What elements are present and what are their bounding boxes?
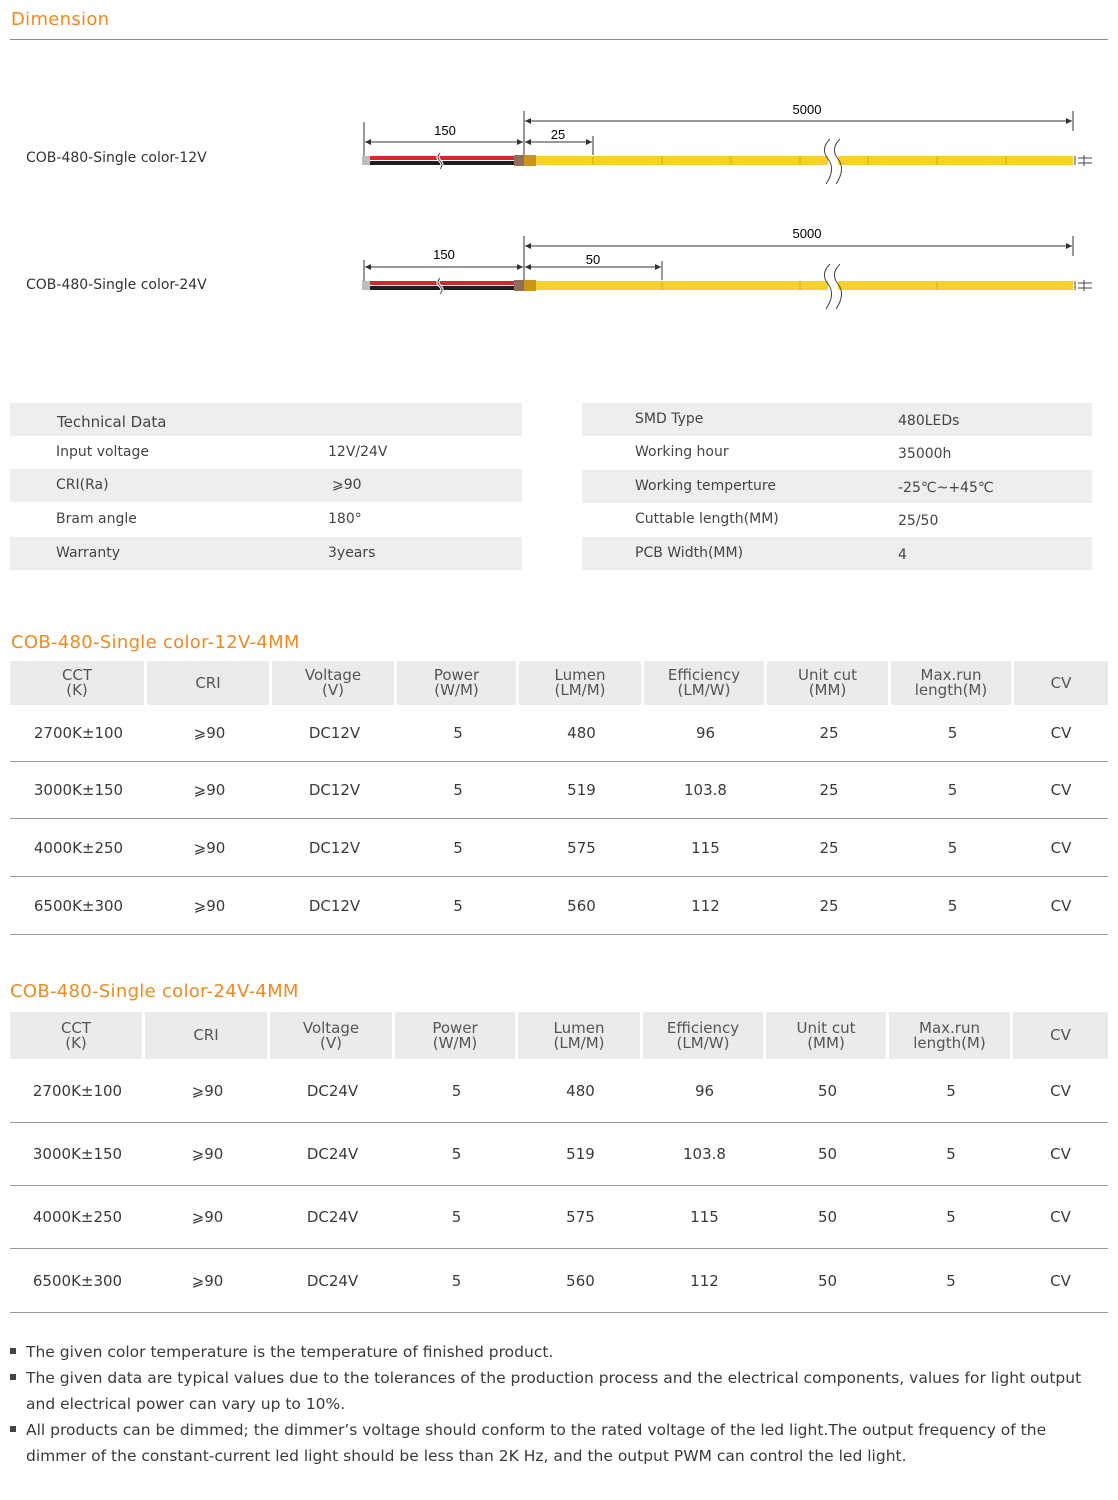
tech-label: CRI(Ra) — [56, 477, 109, 493]
total-length-label: 5000 — [792, 102, 822, 117]
technical-data-left — [10, 403, 522, 571]
cell-unit-cut: 50 — [766, 1249, 889, 1313]
cell-cct: 6500K±300 — [10, 877, 147, 935]
cell-power: 5 — [395, 1123, 518, 1186]
col-header: CCT (K) — [10, 1012, 145, 1059]
cell-cct: 3000K±150 — [10, 762, 147, 819]
table-header-row — [10, 661, 1108, 705]
cell-cv: CV — [1013, 1123, 1108, 1186]
tech-label: Warranty — [56, 545, 121, 561]
tech-row — [582, 436, 1092, 469]
tech-value: 12V/24V — [328, 444, 388, 460]
lead-length-label: 150 — [434, 123, 456, 138]
table-header-row — [10, 1012, 1108, 1059]
cell-power: 5 — [397, 819, 519, 877]
cell-voltage: DC24V — [270, 1059, 395, 1123]
note-item — [10, 1365, 1090, 1417]
square-bullet-icon — [10, 1374, 16, 1380]
col-header: Efficiency (LM/W) — [643, 1012, 766, 1059]
cell-power: 5 — [397, 762, 519, 819]
unit-cut-label: 50 — [585, 252, 601, 267]
cell-voltage: DC12V — [272, 762, 397, 819]
note-text: The given data are typical values due to the tolerances of the production process and the electrical components, values for light output and electrical power can vary up to 10%. — [26, 1369, 1082, 1413]
cell-cv: CV — [1014, 705, 1108, 762]
tech-row — [10, 537, 522, 570]
table-12v-title: COB-480-Single color-12V-4MM — [11, 632, 300, 653]
cell-cct: 3000K±150 — [10, 1123, 145, 1186]
strip-diagram-12v — [360, 95, 1100, 190]
cell-lumen: 575 — [518, 1186, 643, 1249]
cell-power: 5 — [397, 877, 519, 935]
cell-voltage: DC12V — [272, 877, 397, 935]
tech-value: 35000h — [898, 446, 952, 462]
col-header: Lumen (LM/M) — [519, 661, 644, 705]
tech-label: SMD Type — [635, 411, 704, 427]
table-row — [10, 1249, 1108, 1313]
cell-max-run: 5 — [889, 1123, 1013, 1186]
tech-value: 25/50 — [898, 513, 939, 529]
cell-cv: CV — [1013, 1186, 1108, 1249]
cell-voltage: DC24V — [270, 1123, 395, 1186]
cell-lumen: 575 — [519, 819, 644, 877]
col-header: Max.run length(M) — [889, 1012, 1013, 1059]
col-header: CRI — [145, 1012, 270, 1059]
cell-cct: 2700K±100 — [10, 705, 147, 762]
dimension-title: Dimension — [11, 9, 110, 30]
cell-max-run: 5 — [889, 1249, 1013, 1313]
col-header: CV — [1014, 661, 1108, 705]
cell-unit-cut: 25 — [767, 877, 891, 935]
strip-diagram-24v — [360, 220, 1100, 315]
cell-power: 5 — [397, 705, 519, 762]
cell-cct: 6500K±300 — [10, 1249, 145, 1313]
square-bullet-icon — [10, 1426, 16, 1432]
cell-efficiency: 96 — [643, 1059, 766, 1123]
cell-max-run: 5 — [889, 1059, 1013, 1123]
col-header: Lumen (LM/M) — [518, 1012, 643, 1059]
red-wire — [366, 281, 524, 285]
red-wire — [366, 156, 524, 160]
cell-unit-cut: 50 — [766, 1186, 889, 1249]
tech-value: 180° — [328, 511, 362, 527]
dimension-divider — [10, 39, 1108, 40]
tech-label: Cuttable length(MM) — [635, 511, 779, 527]
tech-row — [10, 469, 522, 502]
strip-label-24v: COB-480-Single color-24V — [26, 277, 207, 293]
tech-row — [10, 503, 522, 536]
tech-label: Input voltage — [56, 444, 150, 460]
tech-label: PCB Width(MM) — [635, 545, 744, 561]
total-length-label: 5000 — [792, 226, 822, 241]
cell-lumen: 480 — [519, 705, 644, 762]
cell-efficiency: 112 — [643, 1249, 766, 1313]
tech-label: Working hour — [635, 444, 729, 460]
cell-unit-cut: 25 — [767, 705, 891, 762]
cell-power: 5 — [395, 1186, 518, 1249]
note-text: The given color temperature is the temperature of finished product. — [26, 1343, 554, 1361]
cell-unit-cut: 50 — [766, 1059, 889, 1123]
table-row — [10, 1186, 1108, 1249]
col-header: Max.run length(M) — [891, 661, 1014, 705]
black-wire — [366, 286, 524, 290]
cell-unit-cut: 25 — [767, 762, 891, 819]
led-strip — [536, 156, 1073, 165]
cell-max-run: 5 — [891, 705, 1014, 762]
technical-data-right — [582, 403, 1092, 571]
lead-length-label: 150 — [433, 247, 455, 262]
unit-cut-label: 25 — [550, 127, 566, 142]
spec-table-12v — [10, 661, 1108, 935]
tech-value: ⩾90 — [332, 477, 362, 493]
cell-cv: CV — [1014, 877, 1108, 935]
cell-max-run: 5 — [889, 1186, 1013, 1249]
strip-label-12v: COB-480-Single color-12V — [26, 150, 207, 166]
cell-max-run: 5 — [891, 877, 1014, 935]
cell-cri: ⩾90 — [147, 877, 272, 935]
cell-efficiency: 115 — [643, 1186, 766, 1249]
technical-data-header-row — [10, 403, 522, 436]
cell-efficiency: 103.8 — [643, 1123, 766, 1186]
col-header: CRI — [147, 661, 272, 705]
table-row — [10, 877, 1108, 935]
col-header: CV — [1013, 1012, 1108, 1059]
cell-cri: ⩾90 — [145, 1059, 270, 1123]
cell-voltage: DC24V — [270, 1186, 395, 1249]
col-header: Voltage (V) — [270, 1012, 395, 1059]
cell-cri: ⩾90 — [147, 819, 272, 877]
cell-efficiency: 103.8 — [644, 762, 767, 819]
cell-lumen: 519 — [519, 762, 644, 819]
table-row — [10, 762, 1108, 819]
note-item — [10, 1339, 1090, 1365]
tech-row — [582, 403, 1092, 436]
tech-label: Bram angle — [56, 511, 137, 527]
col-header: Power (W/M) — [395, 1012, 518, 1059]
cell-efficiency: 96 — [644, 705, 767, 762]
cell-unit-cut: 25 — [767, 819, 891, 877]
table-24v-title: COB-480-Single color-24V-4MM — [10, 981, 299, 1002]
tech-value: 3years — [328, 545, 376, 561]
cell-cct: 4000K±250 — [10, 819, 147, 877]
table-row — [10, 705, 1108, 762]
cell-max-run: 5 — [891, 819, 1014, 877]
note-text: All products can be dimmed; the dimmer’s voltage should conform to the rated voltage of the led light.The output frequency of the dimmer of the constant-current led light should be less than 2K Hz, and the output PWM can control the led light. — [26, 1421, 1047, 1465]
cell-power: 5 — [395, 1059, 518, 1123]
cell-cri: ⩾90 — [145, 1186, 270, 1249]
col-header: Unit cut (MM) — [767, 661, 891, 705]
col-header: CCT (K) — [10, 661, 147, 705]
note-item — [10, 1417, 1090, 1469]
cell-cct: 4000K±250 — [10, 1186, 145, 1249]
col-header: Efficiency (LM/W) — [644, 661, 767, 705]
tech-row — [582, 470, 1092, 503]
tech-row — [582, 503, 1092, 536]
tech-value: 480LEDs — [898, 413, 960, 429]
col-header: Unit cut (MM) — [766, 1012, 889, 1059]
table-row — [10, 1059, 1108, 1123]
technical-data-title: Technical Data — [57, 413, 167, 431]
cell-cct: 2700K±100 — [10, 1059, 145, 1123]
notes-list — [10, 1339, 1090, 1469]
table-row — [10, 1123, 1108, 1186]
cell-unit-cut: 50 — [766, 1123, 889, 1186]
table-row — [10, 819, 1108, 877]
tech-value: -25℃~+45℃ — [898, 480, 994, 496]
cell-voltage: DC12V — [272, 819, 397, 877]
cell-cv: CV — [1013, 1249, 1108, 1313]
spec-table-24v — [10, 1012, 1108, 1313]
cell-cri: ⩾90 — [147, 762, 272, 819]
led-strip — [536, 281, 1073, 290]
cell-power: 5 — [395, 1249, 518, 1313]
black-wire — [366, 161, 524, 165]
col-header: Voltage (V) — [272, 661, 397, 705]
cell-cri: ⩾90 — [145, 1249, 270, 1313]
cell-max-run: 5 — [891, 762, 1014, 819]
tech-row — [10, 436, 522, 469]
tech-row — [582, 537, 1092, 570]
cell-cv: CV — [1014, 819, 1108, 877]
cell-voltage: DC12V — [272, 705, 397, 762]
tech-value: 4 — [898, 547, 907, 563]
cell-cv: CV — [1014, 762, 1108, 819]
cell-lumen: 480 — [518, 1059, 643, 1123]
cell-efficiency: 115 — [644, 819, 767, 877]
col-header: Power (W/M) — [397, 661, 519, 705]
cell-cv: CV — [1013, 1059, 1108, 1123]
tech-label: Working temperture — [635, 478, 776, 494]
cell-lumen: 560 — [519, 877, 644, 935]
cell-lumen: 519 — [518, 1123, 643, 1186]
cell-cri: ⩾90 — [145, 1123, 270, 1186]
cell-efficiency: 112 — [644, 877, 767, 935]
cell-cri: ⩾90 — [147, 705, 272, 762]
cell-voltage: DC24V — [270, 1249, 395, 1313]
square-bullet-icon — [10, 1348, 16, 1354]
cell-lumen: 560 — [518, 1249, 643, 1313]
